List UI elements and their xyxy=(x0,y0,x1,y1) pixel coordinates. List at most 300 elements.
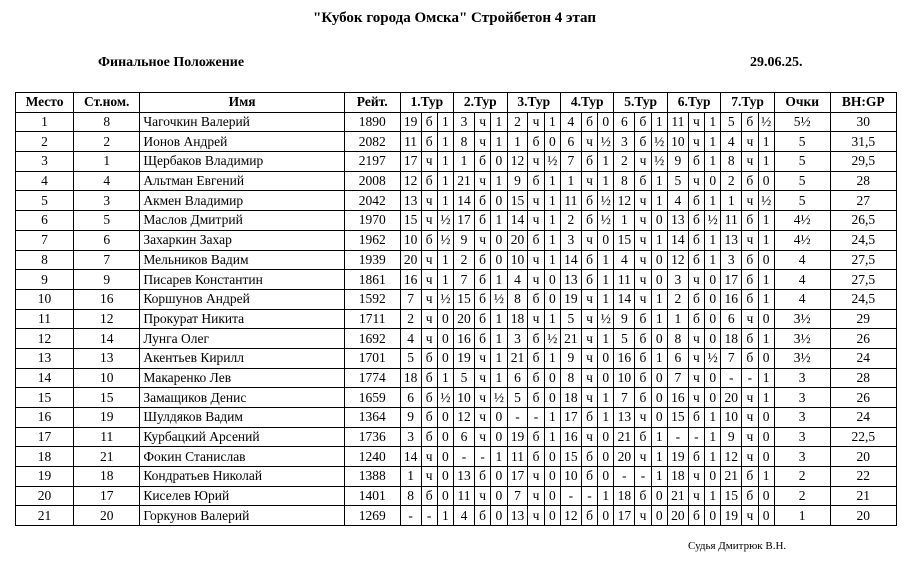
place-cell: 11 xyxy=(16,309,74,329)
round-result-cell: 0 xyxy=(437,408,453,428)
round-result-cell: 0 xyxy=(544,467,560,487)
round-opponent-cell: 2 xyxy=(454,250,475,270)
place-cell: 19 xyxy=(16,467,74,487)
round-color-cell: б xyxy=(421,427,437,447)
round-color-cell: б xyxy=(742,270,758,290)
round-opponent-cell: 20 xyxy=(721,388,742,408)
start-number-cell: 12 xyxy=(74,309,140,329)
round-opponent-cell: 7 xyxy=(400,289,421,309)
round-result-cell: ½ xyxy=(705,348,721,368)
tiebreak-cell: 27,5 xyxy=(830,250,896,270)
round-opponent-cell: 10 xyxy=(507,250,528,270)
round-result-cell: 0 xyxy=(437,447,453,467)
round-result-cell: 0 xyxy=(491,230,507,250)
round-opponent-cell: 19 xyxy=(400,112,421,132)
round-result-cell: 0 xyxy=(598,467,614,487)
round-color-cell: б xyxy=(742,329,758,349)
round-color-cell: б xyxy=(688,211,704,231)
start-number-cell: 3 xyxy=(74,191,140,211)
round-opponent-cell: 15 xyxy=(400,211,421,231)
table-row xyxy=(16,348,897,368)
round-color-cell: ч xyxy=(688,486,704,506)
round-result-cell: ½ xyxy=(544,152,560,172)
round-color-cell: ч xyxy=(688,467,704,487)
round-color-cell: ч xyxy=(528,506,544,526)
round-result-cell: 1 xyxy=(705,447,721,467)
round-result-cell: 1 xyxy=(758,368,774,388)
round-result-cell: 0 xyxy=(758,486,774,506)
round-color-cell: б xyxy=(635,112,651,132)
round-color-cell: ч xyxy=(421,211,437,231)
place-cell: 17 xyxy=(16,427,74,447)
round-result-cell: 0 xyxy=(705,467,721,487)
start-number-cell: 1 xyxy=(74,152,140,172)
column-header: 3.Тур xyxy=(507,93,560,113)
table-header-row xyxy=(16,93,897,113)
round-result-cell: 1 xyxy=(651,467,667,487)
round-result-cell: 0 xyxy=(491,152,507,172)
round-opponent-cell: 8 xyxy=(614,171,635,191)
rating-cell: 1861 xyxy=(344,270,400,290)
tiebreak-cell: 29,5 xyxy=(830,152,896,172)
round-result-cell: ½ xyxy=(705,211,721,231)
player-name-cell: Лунга Олег xyxy=(140,329,345,349)
rating-cell: 2042 xyxy=(344,191,400,211)
round-opponent-cell: 17 xyxy=(507,467,528,487)
round-color-cell: - xyxy=(635,467,651,487)
round-opponent-cell: 16 xyxy=(721,289,742,309)
round-opponent-cell: 20 xyxy=(454,309,475,329)
round-opponent-cell: 13 xyxy=(400,191,421,211)
round-opponent-cell: 4 xyxy=(721,132,742,152)
round-result-cell: 1 xyxy=(705,191,721,211)
round-result-cell: 0 xyxy=(598,506,614,526)
round-opponent-cell: 21 xyxy=(507,348,528,368)
rating-cell: 1592 xyxy=(344,289,400,309)
round-opponent-cell: 14 xyxy=(614,289,635,309)
column-header: Имя xyxy=(140,93,345,113)
round-color-cell: ч xyxy=(742,309,758,329)
player-name-cell: Горкунов Валерий xyxy=(140,506,345,526)
round-opponent-cell: 15 xyxy=(721,486,742,506)
round-color-cell: б xyxy=(421,230,437,250)
round-result-cell: 1 xyxy=(651,230,667,250)
standings-subtitle: Финальное Положение xyxy=(98,55,245,70)
start-number-cell: 19 xyxy=(74,408,140,428)
tiebreak-cell: 27 xyxy=(830,191,896,211)
place-cell: 6 xyxy=(16,211,74,231)
round-color-cell: ч xyxy=(528,112,544,132)
round-opponent-cell: 11 xyxy=(507,447,528,467)
points-cell: 3 xyxy=(774,447,830,467)
round-result-cell: 1 xyxy=(544,408,560,428)
round-result-cell: 1 xyxy=(437,506,453,526)
round-color-cell: б xyxy=(474,309,490,329)
round-result-cell: 0 xyxy=(437,427,453,447)
round-opponent-cell: 12 xyxy=(721,447,742,467)
round-color-cell: ч xyxy=(581,427,597,447)
rating-cell: 1388 xyxy=(344,467,400,487)
round-result-cell: 1 xyxy=(758,388,774,408)
place-cell: 8 xyxy=(16,250,74,270)
place-cell: 12 xyxy=(16,329,74,349)
round-opponent-cell: 8 xyxy=(400,486,421,506)
round-result-cell: 0 xyxy=(491,250,507,270)
tiebreak-cell: 20 xyxy=(830,447,896,467)
round-result-cell: 1 xyxy=(437,152,453,172)
round-result-cell: 0 xyxy=(705,289,721,309)
round-color-cell: ч xyxy=(528,309,544,329)
round-color-cell: ч xyxy=(474,132,490,152)
round-color-cell: б xyxy=(421,348,437,368)
round-result-cell: 0 xyxy=(437,348,453,368)
round-color-cell: ч xyxy=(635,191,651,211)
round-result-cell: 0 xyxy=(758,427,774,447)
tiebreak-cell: 20 xyxy=(830,506,896,526)
rating-cell: 2197 xyxy=(344,152,400,172)
round-color-cell: б xyxy=(688,408,704,428)
tiebreak-cell: 24,5 xyxy=(830,230,896,250)
round-result-cell: 1 xyxy=(437,112,453,132)
round-opponent-cell: 10 xyxy=(454,388,475,408)
player-name-cell: Прокурат Никита xyxy=(140,309,345,329)
start-number-cell: 14 xyxy=(74,329,140,349)
round-opponent-cell: 20 xyxy=(614,447,635,467)
round-color-cell: - xyxy=(528,408,544,428)
round-opponent-cell: 17 xyxy=(614,506,635,526)
round-result-cell: ½ xyxy=(758,191,774,211)
round-opponent-cell: 3 xyxy=(560,230,581,250)
round-opponent-cell: 7 xyxy=(721,348,742,368)
round-result-cell: 1 xyxy=(758,270,774,290)
place-cell: 3 xyxy=(16,152,74,172)
round-color-cell: ч xyxy=(742,427,758,447)
round-result-cell: 1 xyxy=(437,191,453,211)
round-opponent-cell: 12 xyxy=(560,506,581,526)
round-color-cell: ч xyxy=(742,152,758,172)
round-color-cell: ч xyxy=(581,309,597,329)
round-result-cell: 0 xyxy=(598,368,614,388)
round-color-cell: б xyxy=(528,329,544,349)
round-opponent-cell: 4 xyxy=(454,506,475,526)
round-color-cell: б xyxy=(528,289,544,309)
round-opponent-cell: - xyxy=(560,486,581,506)
round-opponent-cell: - xyxy=(721,368,742,388)
round-color-cell: б xyxy=(528,230,544,250)
player-name-cell: Альтман Евгений xyxy=(140,171,345,191)
round-color-cell: ч xyxy=(474,408,490,428)
round-result-cell: 1 xyxy=(705,250,721,270)
round-color-cell: ч xyxy=(421,250,437,270)
round-result-cell: ½ xyxy=(437,289,453,309)
round-result-cell: ½ xyxy=(651,132,667,152)
round-color-cell: б xyxy=(474,506,490,526)
table-row xyxy=(16,211,897,231)
round-opponent-cell: 17 xyxy=(400,152,421,172)
round-result-cell: 0 xyxy=(758,309,774,329)
round-result-cell: 1 xyxy=(758,230,774,250)
round-color-cell: б xyxy=(688,250,704,270)
round-color-cell: ч xyxy=(688,112,704,132)
start-number-cell: 10 xyxy=(74,368,140,388)
round-result-cell: 1 xyxy=(758,152,774,172)
round-color-cell: б xyxy=(528,132,544,152)
round-color-cell: б xyxy=(581,270,597,290)
rating-cell: 1970 xyxy=(344,211,400,231)
place-cell: 14 xyxy=(16,368,74,388)
round-result-cell: 0 xyxy=(544,486,560,506)
round-opponent-cell: 1 xyxy=(721,191,742,211)
round-color-cell: ч xyxy=(688,270,704,290)
column-header: Место xyxy=(16,93,74,113)
round-color-cell: б xyxy=(742,289,758,309)
column-header: 5.Тур xyxy=(614,93,667,113)
place-cell: 4 xyxy=(16,171,74,191)
round-result-cell: ½ xyxy=(491,289,507,309)
round-opponent-cell: 17 xyxy=(721,270,742,290)
round-color-cell: ч xyxy=(581,132,597,152)
round-opponent-cell: 20 xyxy=(400,250,421,270)
round-result-cell: 0 xyxy=(491,506,507,526)
round-opponent-cell: 8 xyxy=(507,289,528,309)
round-result-cell: 1 xyxy=(437,270,453,290)
round-result-cell: 1 xyxy=(758,467,774,487)
start-number-cell: 5 xyxy=(74,211,140,231)
round-color-cell: б xyxy=(635,329,651,349)
round-result-cell: 1 xyxy=(544,191,560,211)
round-opponent-cell: 15 xyxy=(507,191,528,211)
round-opponent-cell: 2 xyxy=(614,152,635,172)
table-row xyxy=(16,132,897,152)
player-name-cell: Коршунов Андрей xyxy=(140,289,345,309)
round-color-cell: б xyxy=(742,486,758,506)
place-cell: 20 xyxy=(16,486,74,506)
tiebreak-cell: 31,5 xyxy=(830,132,896,152)
round-result-cell: 0 xyxy=(651,506,667,526)
round-result-cell: 1 xyxy=(491,112,507,132)
table-row xyxy=(16,447,897,467)
round-color-cell: б xyxy=(742,467,758,487)
round-opponent-cell: 17 xyxy=(454,211,475,231)
round-opponent-cell: 2 xyxy=(400,309,421,329)
round-color-cell: б xyxy=(581,250,597,270)
round-color-cell: ч xyxy=(635,152,651,172)
round-result-cell: 1 xyxy=(705,408,721,428)
round-opponent-cell: 2 xyxy=(667,289,688,309)
table-row xyxy=(16,289,897,309)
round-color-cell: б xyxy=(635,368,651,388)
table-row xyxy=(16,191,897,211)
player-name-cell: Киселев Юрий xyxy=(140,486,345,506)
round-result-cell: 1 xyxy=(651,348,667,368)
round-color-cell: б xyxy=(474,211,490,231)
round-color-cell: б xyxy=(688,152,704,172)
rating-cell: 1659 xyxy=(344,388,400,408)
round-color-cell: б xyxy=(635,132,651,152)
start-number-cell: 11 xyxy=(74,427,140,447)
round-result-cell: ½ xyxy=(598,211,614,231)
round-opponent-cell: 6 xyxy=(454,427,475,447)
column-header: 1.Тур xyxy=(400,93,453,113)
round-result-cell: 1 xyxy=(705,230,721,250)
round-opponent-cell: 17 xyxy=(560,408,581,428)
place-cell: 10 xyxy=(16,289,74,309)
round-color-cell: ч xyxy=(742,388,758,408)
column-header: Ст.ном. xyxy=(74,93,140,113)
round-color-cell: ч xyxy=(528,250,544,270)
round-color-cell: б xyxy=(581,152,597,172)
round-result-cell: 1 xyxy=(491,447,507,467)
round-opponent-cell: 10 xyxy=(560,467,581,487)
round-opponent-cell: 19 xyxy=(507,427,528,447)
round-opponent-cell: 4 xyxy=(560,112,581,132)
round-result-cell: 1 xyxy=(544,250,560,270)
round-result-cell: 0 xyxy=(491,467,507,487)
points-cell: 3 xyxy=(774,427,830,447)
round-color-cell: ч xyxy=(742,132,758,152)
round-result-cell: 0 xyxy=(491,486,507,506)
table-row xyxy=(16,230,897,250)
round-color-cell: б xyxy=(528,447,544,467)
round-result-cell: 0 xyxy=(705,329,721,349)
tiebreak-cell: 28 xyxy=(830,171,896,191)
round-result-cell: 1 xyxy=(544,230,560,250)
round-color-cell: б xyxy=(474,152,490,172)
round-result-cell: 1 xyxy=(651,309,667,329)
round-color-cell: ч xyxy=(635,211,651,231)
rating-cell: 1692 xyxy=(344,329,400,349)
round-result-cell: 0 xyxy=(598,348,614,368)
table-row xyxy=(16,368,897,388)
round-result-cell: 1 xyxy=(491,348,507,368)
round-result-cell: 1 xyxy=(651,447,667,467)
points-cell: 4 xyxy=(774,270,830,290)
round-color-cell: ч xyxy=(635,408,651,428)
place-cell: 2 xyxy=(16,132,74,152)
round-color-cell: б xyxy=(474,329,490,349)
rating-cell: 1939 xyxy=(344,250,400,270)
round-opponent-cell: 9 xyxy=(614,309,635,329)
round-result-cell: 0 xyxy=(651,368,667,388)
round-opponent-cell: 18 xyxy=(721,329,742,349)
round-result-cell: 1 xyxy=(598,171,614,191)
round-color-cell: ч xyxy=(528,191,544,211)
round-color-cell: ч xyxy=(421,447,437,467)
round-result-cell: 1 xyxy=(758,289,774,309)
place-cell: 7 xyxy=(16,230,74,250)
rating-cell: 1962 xyxy=(344,230,400,250)
round-color-cell: б xyxy=(528,368,544,388)
round-color-cell: ч xyxy=(474,388,490,408)
round-opponent-cell: 11 xyxy=(614,270,635,290)
round-result-cell: ½ xyxy=(598,309,614,329)
round-opponent-cell: 6 xyxy=(507,368,528,388)
start-number-cell: 15 xyxy=(74,388,140,408)
round-color-cell: ч xyxy=(581,289,597,309)
round-color-cell: - xyxy=(742,368,758,388)
round-opponent-cell: 7 xyxy=(560,152,581,172)
round-opponent-cell: 4 xyxy=(667,191,688,211)
round-opponent-cell: 5 xyxy=(614,329,635,349)
round-result-cell: 0 xyxy=(544,368,560,388)
round-color-cell: ч xyxy=(581,388,597,408)
round-opponent-cell: 1 xyxy=(614,211,635,231)
player-name-cell: Курбацкий Арсений xyxy=(140,427,345,447)
round-result-cell: 1 xyxy=(651,191,667,211)
round-opponent-cell: 7 xyxy=(667,368,688,388)
round-color-cell: ч xyxy=(635,447,651,467)
round-result-cell: 0 xyxy=(705,309,721,329)
round-result-cell: 0 xyxy=(598,427,614,447)
round-color-cell: б xyxy=(581,447,597,467)
round-result-cell: 0 xyxy=(437,329,453,349)
player-name-cell: Акентьев Кирилл xyxy=(140,348,345,368)
round-opponent-cell: 7 xyxy=(507,486,528,506)
round-opponent-cell: 8 xyxy=(721,152,742,172)
round-color-cell: б xyxy=(688,309,704,329)
round-result-cell: 0 xyxy=(758,171,774,191)
round-color-cell: ч xyxy=(688,368,704,388)
round-opponent-cell: 5 xyxy=(507,388,528,408)
round-color-cell: б xyxy=(474,289,490,309)
rating-cell: 1269 xyxy=(344,506,400,526)
place-cell: 1 xyxy=(16,112,74,132)
round-opponent-cell: 21 xyxy=(454,171,475,191)
round-color-cell: ч xyxy=(688,388,704,408)
round-color-cell: б xyxy=(688,506,704,526)
round-result-cell: 1 xyxy=(758,329,774,349)
round-result-cell: 1 xyxy=(598,270,614,290)
round-color-cell: б xyxy=(581,211,597,231)
round-opponent-cell: 5 xyxy=(454,368,475,388)
round-result-cell: 1 xyxy=(598,408,614,428)
round-result-cell: 1 xyxy=(491,368,507,388)
round-color-cell: ч xyxy=(581,348,597,368)
round-result-cell: 0 xyxy=(598,447,614,467)
round-color-cell: ч xyxy=(688,348,704,368)
player-name-cell: Замащиков Денис xyxy=(140,388,345,408)
round-result-cell: 1 xyxy=(705,112,721,132)
round-opponent-cell: 13 xyxy=(667,211,688,231)
table-row xyxy=(16,408,897,428)
round-color-cell: б xyxy=(635,348,651,368)
round-color-cell: ч xyxy=(581,230,597,250)
round-result-cell: 0 xyxy=(651,211,667,231)
round-color-cell: ч xyxy=(528,211,544,231)
round-color-cell: ч xyxy=(635,270,651,290)
round-opponent-cell: 1 xyxy=(400,467,421,487)
round-result-cell: 1 xyxy=(651,289,667,309)
round-result-cell: 1 xyxy=(758,211,774,231)
start-number-cell: 16 xyxy=(74,289,140,309)
round-color-cell: ч xyxy=(474,230,490,250)
round-color-cell: ч xyxy=(421,329,437,349)
round-color-cell: ч xyxy=(635,250,651,270)
column-header: Очки xyxy=(774,93,830,113)
column-header: Рейт. xyxy=(344,93,400,113)
player-name-cell: Макаренко Лев xyxy=(140,368,345,388)
round-result-cell: 0 xyxy=(544,270,560,290)
round-color-cell: б xyxy=(528,171,544,191)
place-cell: 13 xyxy=(16,348,74,368)
round-opponent-cell: 19 xyxy=(454,348,475,368)
round-color-cell: б xyxy=(581,506,597,526)
round-color-cell: ч xyxy=(581,329,597,349)
round-color-cell: б xyxy=(742,112,758,132)
round-result-cell: 1 xyxy=(598,329,614,349)
tournament-date: 29.06.25. xyxy=(750,55,803,70)
start-number-cell: 21 xyxy=(74,447,140,467)
